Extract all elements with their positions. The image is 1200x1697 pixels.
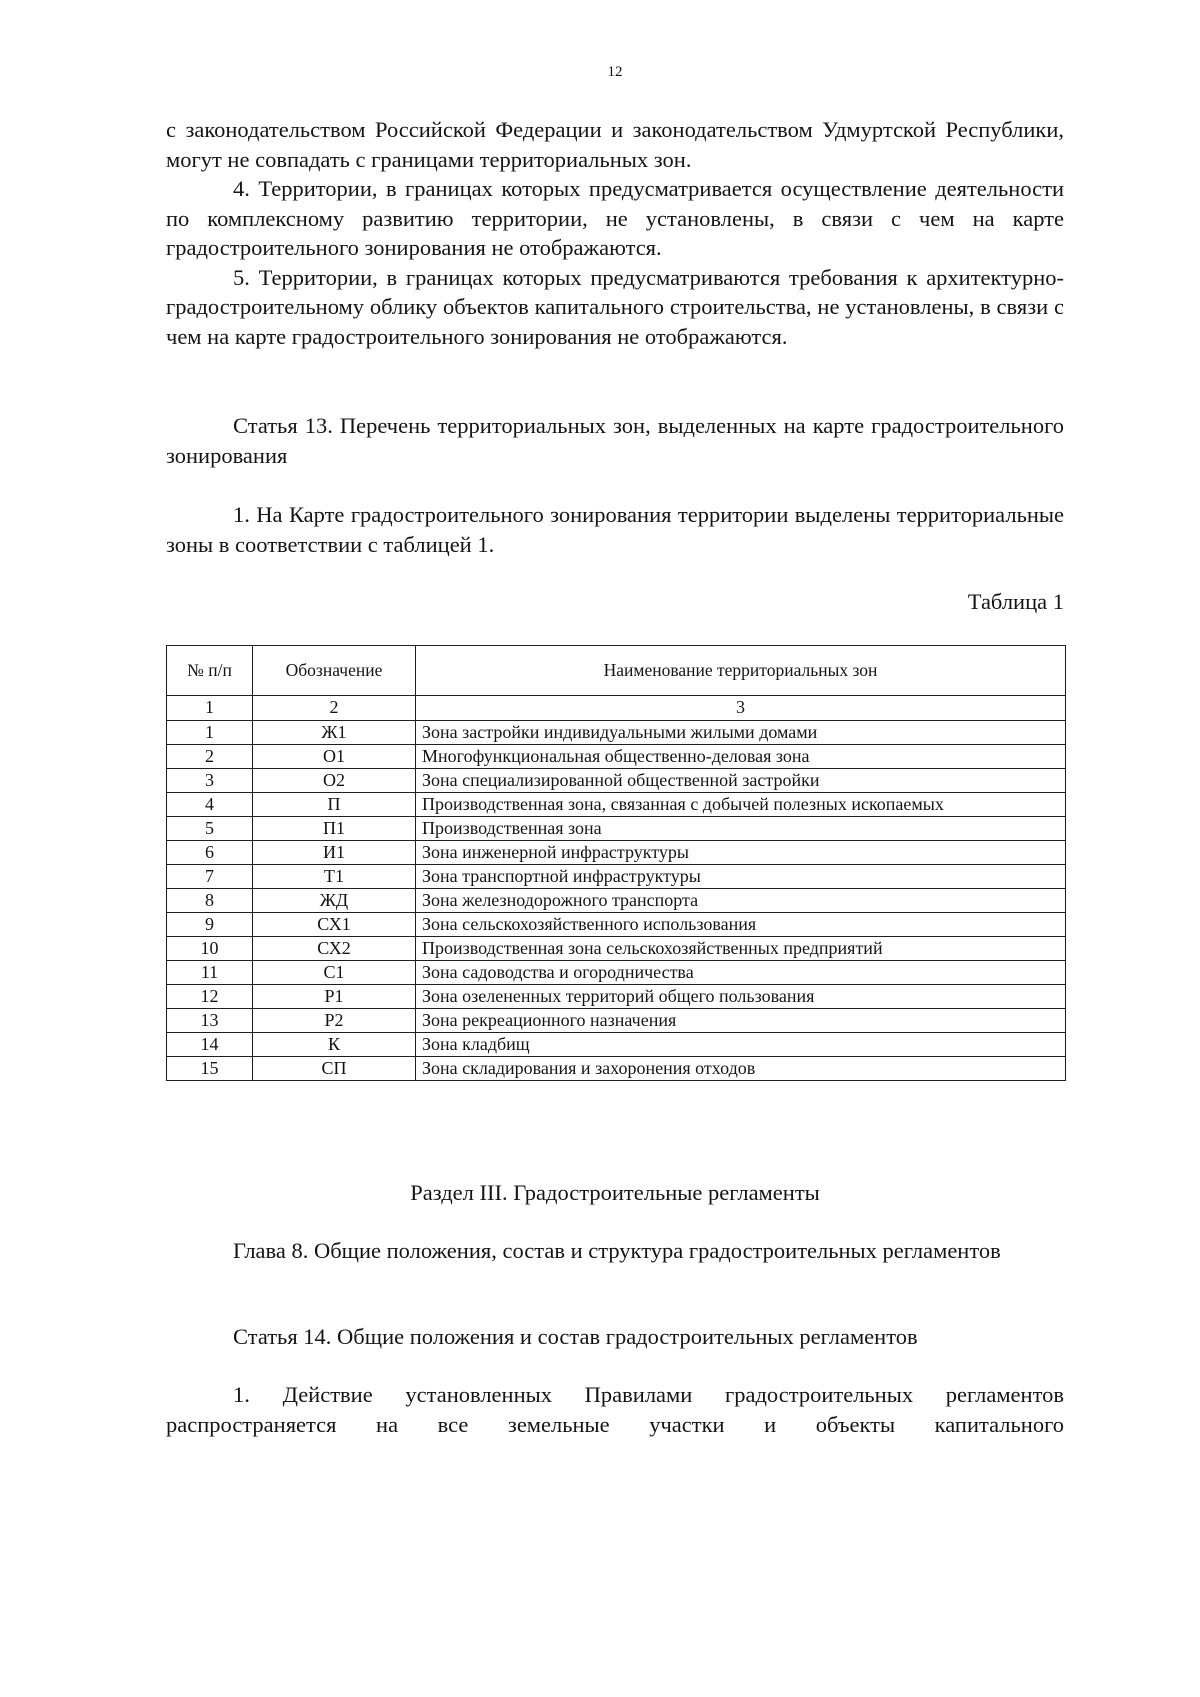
zone-code: И1 <box>253 841 416 865</box>
table-row <box>167 937 1066 961</box>
row-number: 6 <box>167 841 253 865</box>
header-number: № п/п <box>167 646 253 696</box>
row-number: 14 <box>167 1033 253 1057</box>
table-row <box>167 961 1066 985</box>
article-13-heading-block <box>166 411 1064 470</box>
row-number: 4 <box>167 793 253 817</box>
table-header-row <box>167 646 1066 696</box>
zone-code: ЖД <box>253 889 416 913</box>
table-row <box>167 769 1066 793</box>
zone-code: П <box>253 793 416 817</box>
table-row <box>167 865 1066 889</box>
zone-code: Р2 <box>253 1009 416 1033</box>
paragraph-item-5: 5. Территории, в границах которых предусматриваются требования к архитектурно-градостроительному облику объектов капитального строительства, не установлены, в связи с чем на карте градостроительного зонирования не отображаются. <box>166 264 1064 349</box>
zone-name: Зона складирования и захоронения отходов <box>416 1057 1066 1081</box>
table-caption-block <box>166 587 1064 617</box>
header-code: Обозначение <box>253 646 416 696</box>
zone-name: Зона рекреационного назначения <box>416 1009 1066 1033</box>
row-number: 12 <box>167 985 253 1009</box>
header-zone-name: Наименование территориальных зон <box>416 646 1066 696</box>
column-number: 3 <box>416 696 1066 721</box>
zone-code: К <box>253 1033 416 1057</box>
zone-code: Р1 <box>253 985 416 1009</box>
article-13-paragraph-1: 1. На Карте градостроительного зонирования территории выделены территориальные зоны в соответствии с таблицей 1. <box>166 502 1064 557</box>
chapter-8-heading: Глава 8. Общие положения, состав и структура градостроительных регламентов <box>233 1238 1001 1263</box>
row-number: 9 <box>167 913 253 937</box>
zone-name-text: Производственная зона, связанная с добычей полезных ископаемых <box>422 794 944 814</box>
paragraph-item-4: 4. Территории, в границах которых предусматривается осуществление деятельности по комплексному развитию территории, не установлены, в связи с чем на карте градостроительного зонирования не отображаются. <box>166 176 1064 260</box>
zone-code: СХ2 <box>253 937 416 961</box>
top-text-block <box>166 115 1064 351</box>
zone-code: Ж1 <box>253 721 416 745</box>
zone-name: Зона озелененных территорий общего пользования <box>416 985 1066 1009</box>
section-3-block <box>166 1178 1064 1208</box>
zone-name <box>416 793 1066 817</box>
table-row <box>167 913 1066 937</box>
zone-code: СП <box>253 1057 416 1081</box>
article-13-heading: Статья 13. Перечень территориальных зон, выделенных на карте градостроительного зонирования <box>166 413 1064 468</box>
table-row <box>167 721 1066 745</box>
row-number: 11 <box>167 961 253 985</box>
zone-name: Зона садоводства и огородничества <box>416 961 1066 985</box>
zone-name: Многофункциональная общественно-деловая зона <box>416 745 1066 769</box>
zone-name: Зона специализированной общественной застройки <box>416 769 1066 793</box>
zone-code: С1 <box>253 961 416 985</box>
table-row <box>167 1009 1066 1033</box>
zone-name: Зона застройки индивидуальными жилыми домами <box>416 721 1066 745</box>
row-number: 10 <box>167 937 253 961</box>
section-3-heading: Раздел III. Градостроительные регламенты <box>410 1180 820 1205</box>
zone-name: Производственная зона сельскохозяйственных предприятий <box>416 937 1066 961</box>
row-number: 13 <box>167 1009 253 1033</box>
table-row <box>167 889 1066 913</box>
zone-code: Т1 <box>253 865 416 889</box>
row-number: 7 <box>167 865 253 889</box>
zone-code: О2 <box>253 769 416 793</box>
column-number: 1 <box>167 696 253 721</box>
territorial-zones-table <box>166 645 1066 1081</box>
zone-name: Зона инженерной инфраструктуры <box>416 841 1066 865</box>
article-13-body <box>166 500 1064 559</box>
row-number: 15 <box>167 1057 253 1081</box>
continuation-paragraph: с законодательством Российской Федерации и законодательством Удмуртской Республики, могут не совпадать с границами территориальных зон. <box>166 117 1064 172</box>
zone-name: Зона транспортной инфраструктуры <box>416 865 1066 889</box>
article-14-paragraph-1: 1. Действие установленных Правилами градостроительных регламентов распространяется на все земельные участки и объекты капитального <box>166 1382 1064 1437</box>
row-number: 1 <box>167 721 253 745</box>
zone-name: Зона кладбищ <box>416 1033 1066 1057</box>
chapter-8-block <box>166 1236 1064 1266</box>
article-14-heading-block <box>166 1322 1064 1352</box>
article-14-heading: Статья 14. Общие положения и состав градостроительных регламентов <box>233 1324 918 1349</box>
zone-code: О1 <box>253 745 416 769</box>
zone-name: Зона сельскохозяйственного использования <box>416 913 1066 937</box>
zone-name: Производственная зона <box>416 817 1066 841</box>
zone-code: П1 <box>253 817 416 841</box>
table-caption: Таблица 1 <box>967 589 1064 614</box>
table-row <box>167 793 1066 817</box>
column-number: 2 <box>253 696 416 721</box>
table-row <box>167 1057 1066 1081</box>
table-row <box>167 841 1066 865</box>
row-number: 3 <box>167 769 253 793</box>
column-number-row <box>167 696 1066 721</box>
article-14-body <box>166 1380 1064 1439</box>
table-row <box>167 817 1066 841</box>
page-number: 12 <box>607 64 623 80</box>
table-row <box>167 985 1066 1009</box>
zone-code: СХ1 <box>253 913 416 937</box>
zone-name: Зона железнодорожного транспорта <box>416 889 1066 913</box>
row-number: 5 <box>167 817 253 841</box>
table-row <box>167 745 1066 769</box>
row-number: 8 <box>167 889 253 913</box>
row-number: 2 <box>167 745 253 769</box>
table-row <box>167 1033 1066 1057</box>
